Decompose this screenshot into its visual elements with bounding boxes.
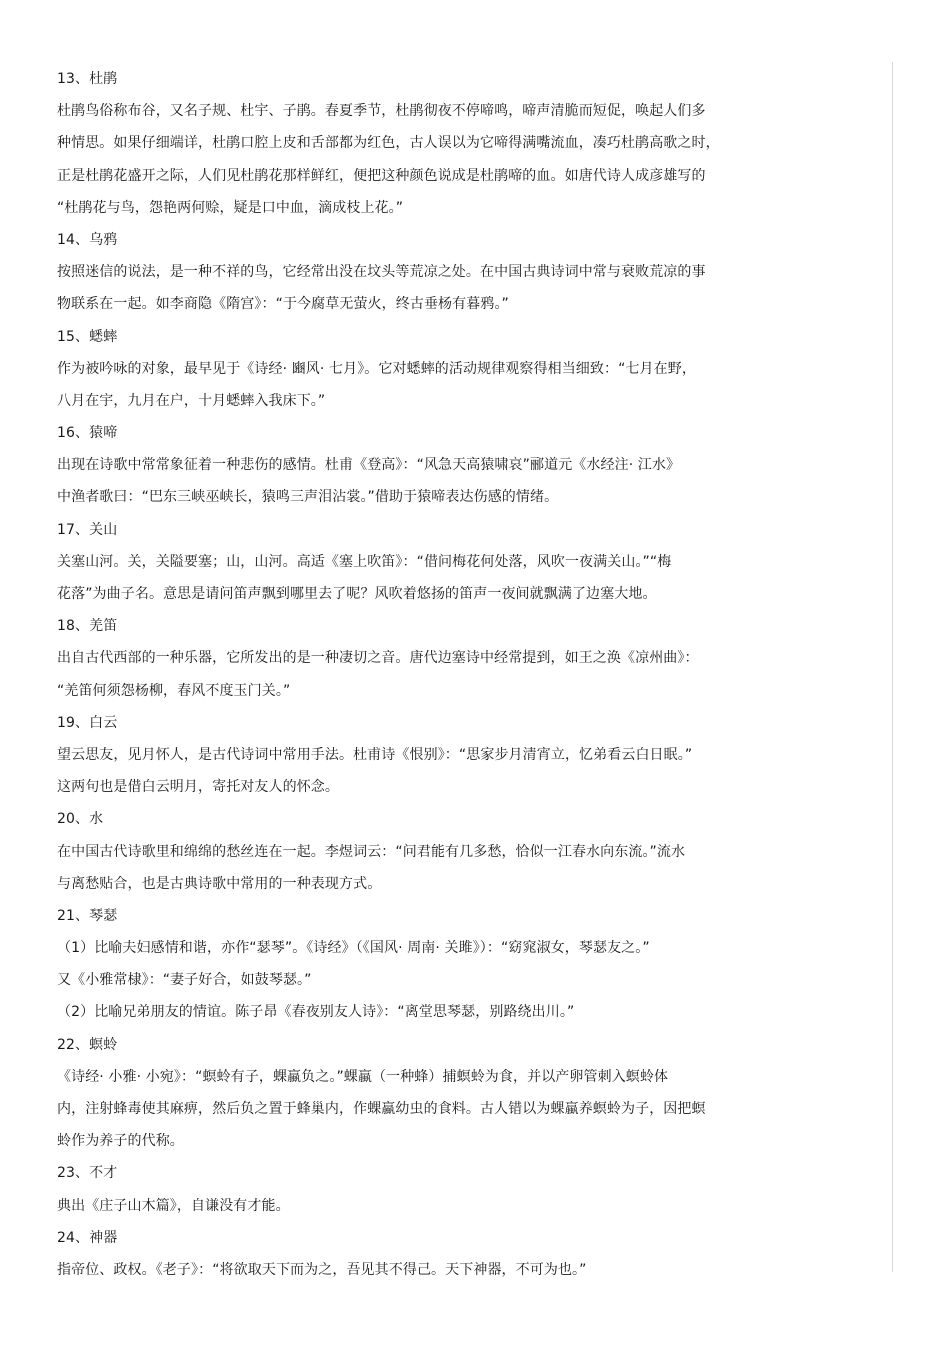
section-heading: 22、螟蛉 bbox=[57, 1036, 118, 1053]
page-margin-rule bbox=[892, 62, 893, 1272]
paragraph-line: 出自古代西部的一种乐器，它所发出的是一种凄切之音。唐代边塞诗中经常提到，如王之涣《凉州曲》： bbox=[57, 650, 699, 667]
section-heading: 13、杜鹃 bbox=[57, 71, 118, 87]
paragraph-line: 又《小雅常棣》：“妻子好合，如鼓琴瑟。” bbox=[57, 972, 312, 989]
paragraph-line: （2）比喻兄弟朋友的情谊。陈子昂《春夜别友人诗》：“离堂思琴瑟，别路绕出川。” bbox=[57, 1004, 575, 1021]
paragraph-line: 正是杜鹃花盛开之际，人们见杜鹃花那样鲜红，便把这种颜色说成是杜鹃啼的血。如唐代诗人成彦雄写的 bbox=[57, 167, 706, 184]
section-heading: 20、水 bbox=[57, 811, 104, 828]
paragraph-line: 中渔者歌曰：“巴东三峡巫峡长，猿鸣三声泪沾裳。”借助于猿啼表达伤感的情绪。 bbox=[57, 489, 559, 506]
paragraph-line: （1）比喻夫妇感情和谐，亦作“瑟琴”。《诗经》（《国风· 周南· 关雎》）：“窈窕淑女，琴瑟友之。” bbox=[57, 940, 650, 957]
paragraph-line: 望云思友，见月怀人，是古代诗词中常用手法。杜甫诗《恨别》：“思家步月清宵立，忆弟看云白日眠。” bbox=[57, 746, 693, 763]
paragraph-line: 关塞山河。关，关隘要塞；山，山河。高适《塞上吹笛》：“借问梅花何处落，风吹一夜满关山。”“梅 bbox=[57, 553, 672, 570]
paragraph-line: 按照迷信的说法，是一种不祥的鸟，它经常出没在坟头等荒凉之处。在中国古典诗词中常与衰败荒凉的事 bbox=[57, 264, 706, 281]
paragraph-line: 《诗经· 小雅· 小宛》：“螟蛉有子，蜾蠃负之。”蜾蠃（一种蜂）捕螟蛉为食，并以产卵管刺入螟蛉体 bbox=[57, 1068, 669, 1085]
document-body bbox=[57, 63, 757, 1286]
paragraph-line: 八月在宇，九月在户，十月蟋蟀入我床下。” bbox=[57, 392, 326, 409]
section-heading: 14、乌鸦 bbox=[57, 231, 118, 248]
section-heading: 15、蟋蟀 bbox=[57, 328, 118, 345]
paragraph-line: 指帝位、政权。《老子》：“将欲取天下而为之，吾见其不得己。天下神器，不可为也。” bbox=[57, 1261, 587, 1278]
paragraph-line: 种情思。如果仔细端详，杜鹃口腔上皮和舌部都为红色，古人误以为它啼得满嘴流血，凑巧杜鹃高歌之时， bbox=[57, 135, 720, 152]
paragraph-line: 蛉作为养子的代称。 bbox=[57, 1133, 184, 1150]
paragraph-line: “羌笛何须怨杨柳，春风不度玉门关。” bbox=[57, 682, 291, 699]
paragraph-line: 内，注射蜂毒使其麻痹，然后负之置于蜂巢内，作蜾蠃幼虫的食料。古人错以为蜾蠃养螟蛉为子，因把螟 bbox=[57, 1101, 706, 1117]
paragraph-line: 在中国古代诗歌里和绵绵的愁丝连在一起。李煜词云：“问君能有几多愁，恰似一江春水向东流。”流水 bbox=[57, 843, 686, 860]
section-heading: 19、白云 bbox=[57, 714, 118, 731]
paragraph-line: 花落”为曲子名。意思是请问笛声飘到哪里去了呢？风吹着悠扬的笛声一夜间就飘满了边塞大地。 bbox=[57, 586, 657, 602]
paragraph-line: 作为被吟咏的对象，最早见于《诗经· 豳风· 七月》。它对蟋蟀的活动规律观察得相当细致：“七月在野， bbox=[57, 360, 696, 377]
section-heading: 24、神器 bbox=[57, 1229, 118, 1246]
section-heading: 21、琴瑟 bbox=[57, 907, 118, 924]
paragraph-line: 与离愁贴合，也是古典诗歌中常用的一种表现方式。 bbox=[57, 875, 382, 892]
paragraph-line: 物联系在一起。如李商隐《隋宫》：“于今腐草无萤火，终古垂杨有暮鸦。” bbox=[57, 296, 509, 313]
paragraph-line: 杜鹃鸟俗称布谷，又名子规、杜宇、子鹃。春夏季节，杜鹃彻夜不停啼鸣，啼声清脆而短促，唤起人们多 bbox=[57, 103, 706, 120]
section-heading: 23、不才 bbox=[57, 1165, 118, 1182]
section-heading: 17、关山 bbox=[57, 521, 118, 538]
paragraph-line: 出现在诗歌中常常象征着一种悲伤的感情。杜甫《登高》：“风急天高猿啸哀”郦道元《水经注· 江水》 bbox=[57, 457, 681, 474]
section-heading: 18、羌笛 bbox=[57, 618, 118, 635]
section-heading: 16、猿啼 bbox=[57, 425, 118, 442]
paragraph-line: “杜鹃花与鸟，怨艳两何赊，疑是口中血，滴成枝上花。” bbox=[57, 199, 404, 216]
paragraph-line: 这两句也是借白云明月，寄托对友人的怀念。 bbox=[57, 779, 339, 796]
paragraph-line: 典出《庄子山木篇》，自谦没有才能。 bbox=[57, 1197, 290, 1214]
